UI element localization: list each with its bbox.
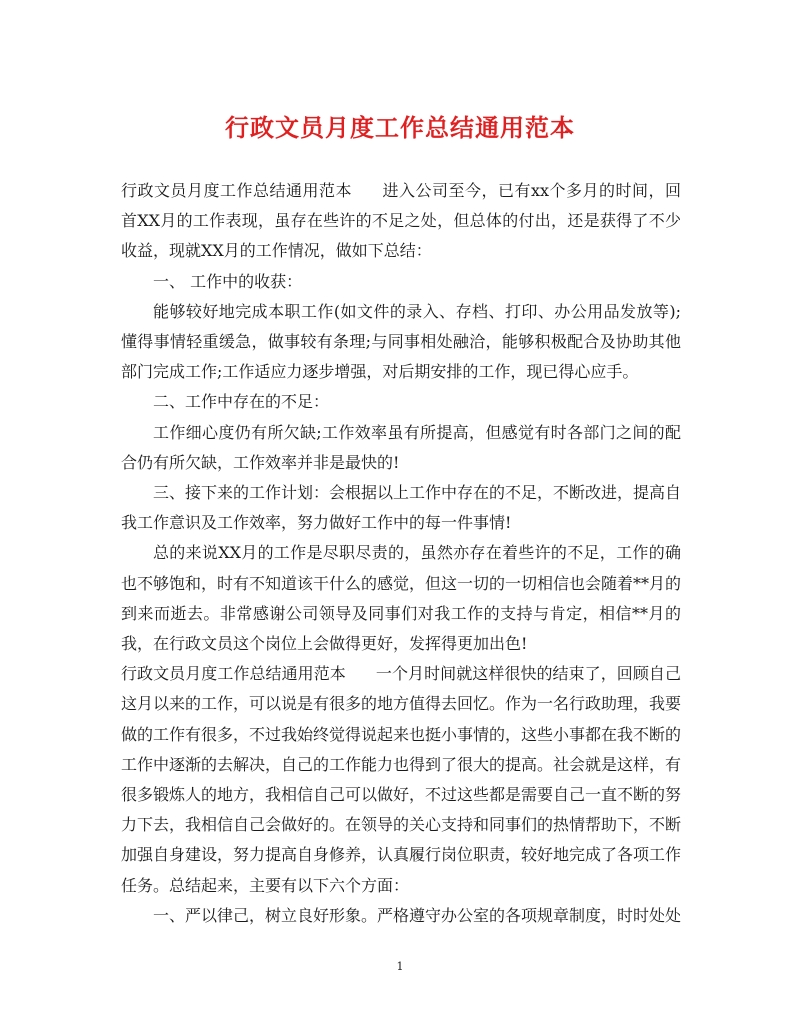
section-heading-2: 二、工作中存在的不足： <box>153 392 330 412</box>
page-number: 1 <box>396 960 404 973</box>
paragraph: 总的来说XX月的工作是尽职尽责的，虽然亦存在着些许的不足，工作的确也不够饱和，时有不知道该干什么的感觉，但这一切的一切相信也会随着**月的到来而逝去。非常感谢公司领导及同事们对我工作的支持与肯定，相信**月的我，在行政文员这个岗位上会做得更好，发挥得更加出色! <box>121 543 682 654</box>
document-body <box>121 176 681 931</box>
section-heading-1: 一、 工作中的收获： <box>153 271 303 291</box>
document-title: 行政文员月度工作总结通用范本 <box>225 113 575 142</box>
paragraph: 工作细心度仍有所欠缺;工作效率虽有所提高，但感觉有时各部门之间的配合仍有所欠缺，工作效率并非是最快的! <box>121 422 681 472</box>
paragraph: 能够较好地完成本职工作(如文件的录入、存档、打印、办公用品发放等);懂得事情轻重缓急，做事较有条理;与同事相处融洽，能够积极配合及协助其他部门完成工作;工作适应力逐步增强，对后期安排的工作，现已得心应手。 <box>121 301 681 382</box>
section-heading-3: 三、接下来的工作计划：会根据以上工作中存在的不足，不断改进，提高自我工作意识及工作效率，努力做好工作中的每一件事情! <box>121 483 682 533</box>
paragraph-lead: 行政文员月度工作总结通用范本 <box>121 664 346 684</box>
paragraph-text: 一个月时间就这样很快的结束了，回顾自己这月以来的工作，可以说是有很多的地方值得去回忆。作为一名行政助理，我要做的工作有很多，不过我始终觉得说起来也挺小事情的，这些小事都在我不断的工作中逐渐的去解决，自己的工作能力也得到了很大的提高。社会就是这样，有很多锻炼人的地方，我相信自己可以做好，不过这些都是需要自己一直不断的努力下去，我相信自己会做好的。在领导的关心支持和同事们的热情帮助下，不断加强自身建设，努力提高自身修养，认真履行岗位职责，较好地完成了各项工作任务。总结起来，主要有以下六个方面： <box>121 664 682 895</box>
paragraph-lead: 行政文员月度工作总结通用范本 <box>121 181 352 200</box>
paragraph: 一、严以律己，树立良好形象。严格遵守办公室的各项规章制度，时时处处 <box>153 905 682 925</box>
paragraph <box>121 176 681 267</box>
paragraph <box>121 659 681 901</box>
paragraph-text: 进入公司至今，已有xx个多月的时间，回首XX月的工作表现，虽存在些许的不足之处，但总体的付出，还是获得了不少收益，现就XX月的工作情况，做如下总结： <box>121 181 681 261</box>
